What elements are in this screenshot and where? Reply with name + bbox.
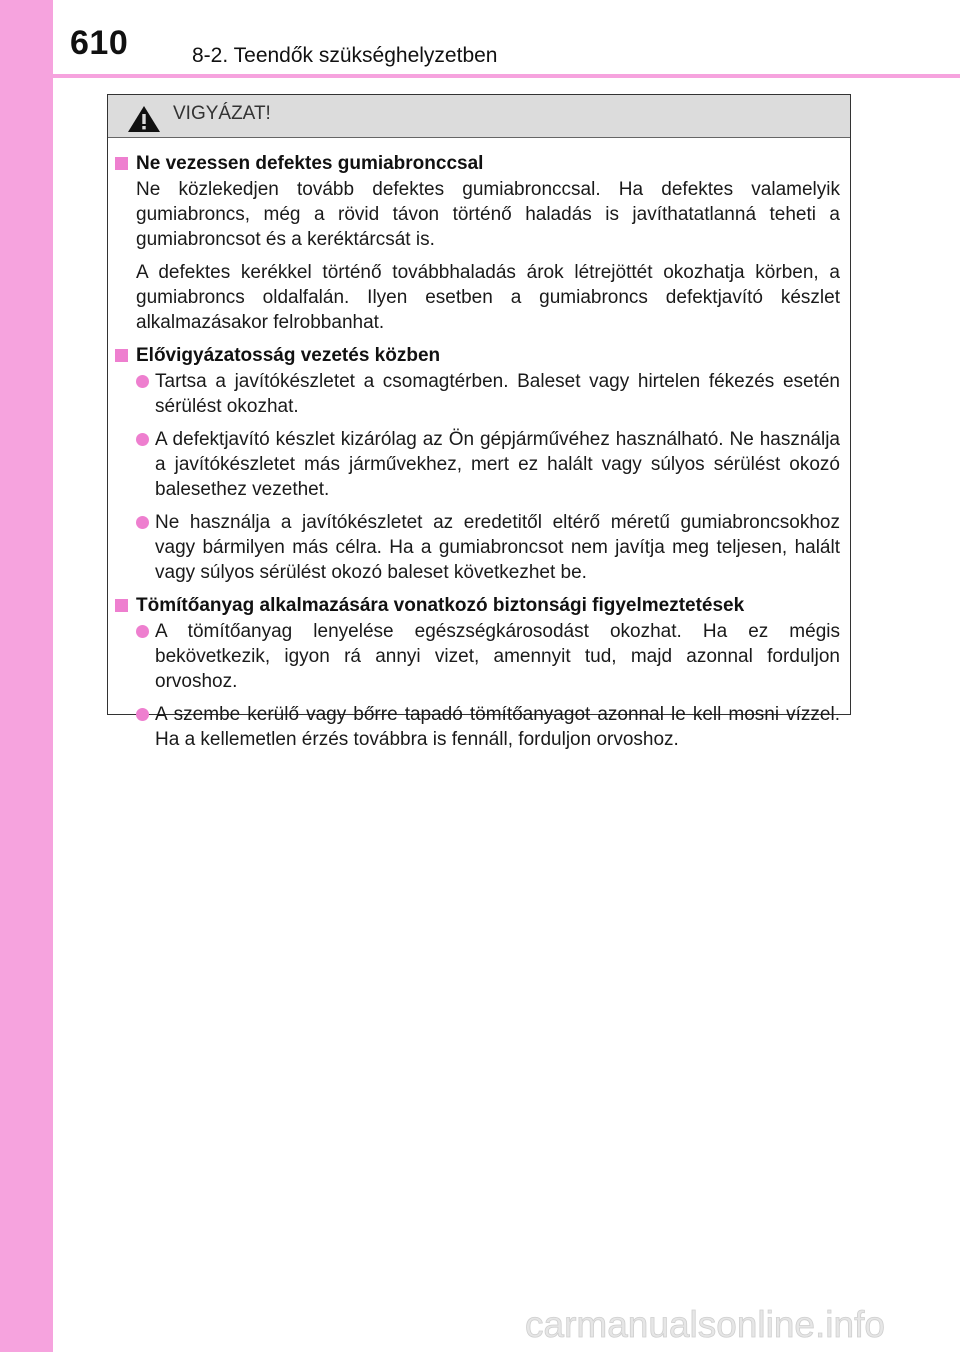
round-bullet-icon bbox=[136, 433, 149, 446]
topic-sealant-safety bbox=[108, 593, 850, 752]
topic-heading: Elővigyázatosság vezetés közben bbox=[136, 343, 840, 369]
warning-content bbox=[108, 151, 850, 760]
warning-triangle-icon bbox=[127, 105, 161, 133]
watermark bbox=[525, 1303, 955, 1347]
topic-precautions bbox=[108, 343, 850, 585]
round-bullet-icon bbox=[136, 625, 149, 638]
topic-flat-tire bbox=[108, 151, 850, 335]
svg-text:carmanualsonline.info: carmanualsonline.info bbox=[525, 1304, 885, 1345]
paragraph: A defektes kerékkel történő továbbhaladás árok létrejöttét okozhatja körben, a gumiabroncs oldalfalán. Ilyen esetben a gumiabroncs defektjavító készlet alkalmazásakor felrobbanhat. bbox=[136, 262, 840, 333]
warning-box bbox=[107, 94, 851, 750]
list-item: Tartsa a javítókészletet a csomagtérben. Baleset vagy hirtelen fékezés esetén sérülést okozhat. bbox=[136, 369, 840, 419]
warning-label: VIGYÁZAT! bbox=[173, 103, 271, 124]
warning-header bbox=[108, 95, 850, 138]
list-item: A defektjavító készlet kizárólag az Ön gépjárművéhez használható. Ne használja a javítókészletet más járművekhez, mert ez halált vagy súlyos sérülést okozó balesethez vezethet. bbox=[136, 427, 840, 502]
topic-heading: Ne vezessen defektes gumiabronccsal bbox=[136, 151, 840, 177]
list-item: A tömítőanyag lenyelése egészségkárosodást okozhat. Ha ez mégis bekövetkezik, igyon rá annyi vizet, amennyit tud, majd azonnal forduljon orvoshoz. bbox=[136, 619, 840, 694]
header-rule bbox=[53, 74, 960, 78]
round-bullet-icon bbox=[136, 375, 149, 388]
page-number: 610 bbox=[70, 24, 129, 62]
section-title: 8-2. Teendők szükséghelyzetben bbox=[192, 44, 498, 67]
round-bullet-icon bbox=[136, 516, 149, 529]
topic-heading: Tömítőanyag alkalmazására vonatkozó biztonsági figyelmeztetések bbox=[136, 593, 840, 619]
square-bullet-icon bbox=[115, 349, 128, 362]
round-bullet-icon bbox=[136, 708, 149, 721]
side-color-strip bbox=[0, 0, 53, 1352]
list-item: A szembe kerülő vagy bőrre tapadó tömítőanyagot azonnal le kell mosni vízzel. Ha a kellemetlen érzés továbbra is fennáll, forduljon orvoshoz. bbox=[136, 702, 840, 752]
square-bullet-icon bbox=[115, 157, 128, 170]
paragraph: Ne közlekedjen tovább defektes gumiabronccsal. Ha defektes valamelyik gumiabroncs, még a rövid távon történő haladás is javíthatatlanná teheti a gumiabroncsot és a keréktárcsát is. bbox=[136, 179, 840, 250]
square-bullet-icon bbox=[115, 599, 128, 612]
list-item: Ne használja a javítókészletet az eredetitől eltérő méretű gumiabroncsokhoz vagy bármilyen más célra. Ha a gumiabroncsot nem javítja meg teljesen, halált vagy súlyos sérülést okozó baleset következhet be. bbox=[136, 510, 840, 585]
